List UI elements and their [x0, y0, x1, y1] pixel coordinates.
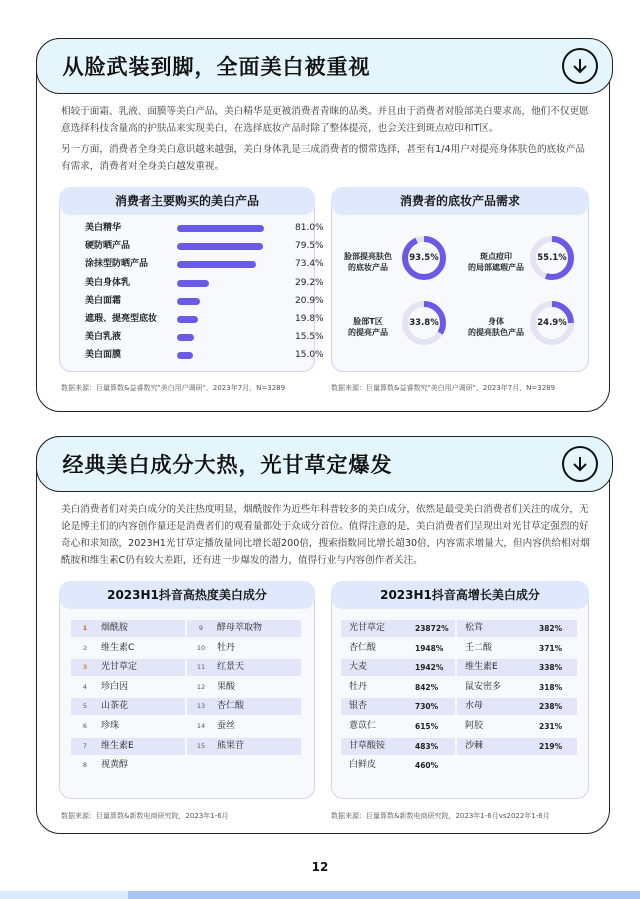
table-row — [341, 738, 455, 755]
donut-value: 55.1% — [537, 253, 567, 263]
donut-label — [337, 251, 399, 273]
ingredient-name: 水母 — [465, 701, 484, 712]
donut-label — [465, 251, 527, 273]
table-row — [71, 659, 185, 676]
donut-label-line2: 的局部遮瑕产品 — [468, 263, 524, 272]
ingredient-name: 维生素C — [101, 642, 135, 653]
ingredient-name: 大麦 — [349, 662, 368, 673]
ingredient-name: 鼠安密多 — [465, 681, 502, 692]
donut-item — [337, 235, 467, 295]
panel-title: 消费者主要购买的美白产品 — [59, 187, 315, 215]
source-note: 数据来源：巨量算数&新数电商研究院，2023年1-6月 — [61, 812, 229, 820]
rank-number: 9 — [198, 624, 204, 632]
bar-track — [177, 298, 285, 305]
bar-value: 20.9% — [295, 295, 324, 306]
donut-label-line2: 的提亮产品 — [348, 328, 388, 337]
bar-label: 美白面霜 — [85, 295, 122, 306]
table-row — [71, 698, 185, 715]
rank-number: 15 — [196, 741, 206, 750]
table-row — [341, 620, 455, 637]
ingredient-name: 酵母萃取物 — [217, 623, 263, 633]
bar-track — [177, 334, 285, 341]
donut-label-line1: 脸部提亮肤色 — [344, 252, 392, 261]
bar-value: 15.5% — [295, 332, 324, 343]
ingredient-name: 山茶花 — [101, 701, 129, 712]
bar-value: 19.8% — [295, 314, 324, 324]
page-number: 12 — [311, 860, 329, 874]
rank-number: 7 — [82, 741, 88, 750]
donut-item — [465, 235, 595, 295]
rank-number: 13 — [196, 702, 206, 711]
table-row — [457, 640, 577, 657]
intro-paragraph: 相较于面霜、乳液、面膜等美白产品，美白精华是更被消费者青睐的品类。并且由于消费者对脸部美白要求高，他们不仅更愿意选择科技含量高的护肤品来实现美白，在选择底妆产品时除了整体提亮，也会关注到斑点痘印和T区。 — [61, 106, 589, 134]
bar-row — [85, 329, 335, 346]
bar-label: 美白身体乳 — [85, 277, 131, 288]
growth-percent: 318% — [539, 682, 563, 692]
bar-value: 15.0% — [295, 350, 324, 361]
table-row — [71, 640, 185, 657]
ingredient-name: 松茸 — [465, 623, 484, 633]
bar-value: 73.4% — [295, 259, 324, 270]
arrow-down-icon — [570, 454, 590, 474]
table-row — [457, 718, 577, 735]
table-row — [71, 679, 185, 696]
ingredients-paragraph: 美白消费者们对美白成分的关注热度明显，烟酰胺作为近些年科普较多的美白成分，依然是最受美白消费者们关注的成分，无论是博主们的内容创作量还是消费者们的观看量都处于众成分首位。值得注意的是，美白消费者们呈现出对光甘草定强烈的好奇心和求知欲，2023H1光甘草定播放量同比增长超200倍，搜索指数同比增长超30倍，内容需求增量大，但内容供给相对烟酰胺和维生素C仍有较大差距，还有进一步爆发的潜力，值得行业与内容创作者关注。 — [61, 504, 590, 566]
ingredient-name: 熊果苷 — [217, 740, 245, 751]
growth-percent: 382% — [539, 624, 563, 633]
bar-row — [85, 293, 335, 310]
growth-percent: 730% — [415, 702, 439, 712]
growth-percent: 1942% — [415, 663, 444, 673]
ingredient-name: 果酸 — [217, 681, 236, 692]
ingredient-name: 沙棘 — [465, 740, 484, 751]
table-row — [341, 718, 455, 735]
ingredient-name: 蚕丝 — [217, 721, 236, 731]
table-row — [187, 718, 301, 735]
table-row — [71, 620, 185, 637]
bar-4 — [177, 280, 209, 287]
bar-track — [177, 261, 285, 268]
ingredient-name: 维生素E — [465, 662, 498, 673]
table-row — [71, 757, 185, 774]
ingredient-name: 维生素E — [101, 740, 134, 751]
growth-percent: 231% — [539, 722, 563, 731]
bar-7 — [177, 334, 194, 341]
bar-row — [85, 311, 335, 328]
donut-label-line2: 的底妆产品 — [348, 263, 388, 272]
table-row — [341, 679, 455, 696]
donut-label-line1: 斑点痘印 — [480, 252, 512, 261]
bar-row — [85, 347, 335, 364]
section-title: 经典美白成分大热，光甘草定爆发 — [62, 452, 393, 477]
table-row — [457, 659, 577, 676]
rank-number: 8 — [82, 761, 88, 770]
donut-item — [337, 300, 467, 360]
rank-number: 1 — [82, 624, 88, 632]
donut-label-line2: 的提亮肤色产品 — [468, 328, 524, 337]
donut-label-line1: 脸部T区 — [353, 317, 383, 326]
bar-track — [177, 316, 285, 323]
table-row — [341, 698, 455, 715]
bar-label: 美白精华 — [85, 223, 122, 233]
table-row — [71, 718, 185, 735]
ingredient-name: 红景天 — [217, 662, 245, 673]
donut-label — [337, 316, 399, 338]
bar-1 — [177, 225, 264, 232]
second-paragraph: 另一方面，消费者全身美白意识越来越强，美白身体乳是三成消费者的惯常选择，甚至有1/4用户对提亮身体肤色的底妆产品有需求，消费者对全身美白越发重视。 — [61, 144, 585, 172]
ingredient-name: 牡丹 — [349, 681, 368, 692]
bar-row — [85, 256, 335, 273]
footer-bar-left — [0, 891, 128, 899]
ingredient-name: 银杏 — [349, 701, 368, 712]
bar-8 — [177, 352, 193, 359]
growth-percent: 338% — [539, 663, 563, 673]
section-whitening-body — [36, 38, 610, 412]
table-row — [187, 679, 301, 696]
rank-number: 3 — [82, 663, 88, 672]
growth-percent: 219% — [539, 741, 563, 751]
panel-title: 2023H1抖音高增长美白成分 — [331, 581, 589, 609]
table-row — [187, 698, 301, 715]
section-title: 从脸武装到脚，全面美白被重视 — [62, 54, 371, 79]
bar-label: 涂抹型防晒产品 — [85, 259, 149, 270]
bar-3 — [177, 261, 256, 268]
donut-item — [465, 300, 595, 360]
table-row — [187, 738, 301, 755]
bar-value: 79.5% — [295, 241, 324, 252]
bar-2 — [177, 243, 263, 250]
ingredient-name: 杏仁酸 — [217, 701, 245, 712]
donut-value: 93.5% — [409, 253, 439, 263]
ingredient-name: 阿胶 — [465, 721, 484, 731]
bar-5 — [177, 298, 200, 305]
section-ingredients — [36, 436, 610, 834]
donut-value: 24.9% — [537, 318, 567, 328]
table-row — [187, 659, 301, 676]
donut-label-line1: 身体 — [488, 317, 504, 326]
bar-row — [85, 275, 335, 292]
bar-row — [85, 220, 335, 237]
rank-number: 14 — [196, 722, 206, 730]
rank-number: 10 — [196, 643, 206, 652]
growth-percent: 460% — [415, 761, 439, 771]
arrow-down-icon — [570, 56, 590, 76]
bar-track — [177, 225, 285, 232]
ingredient-name: 视黄醇 — [101, 760, 129, 771]
rank-number: 2 — [82, 643, 88, 652]
ingredient-name: 珍白因 — [101, 681, 129, 692]
table-row — [457, 620, 577, 637]
rank-number: 11 — [196, 663, 206, 672]
ingredient-name: 光甘草定 — [349, 623, 386, 633]
table-row — [341, 659, 455, 676]
ingredient-name: 杏仁酸 — [349, 642, 377, 653]
bar-track — [177, 280, 285, 287]
growth-percent: 1948% — [415, 643, 444, 653]
panel-title: 2023H1抖音高热度美白成分 — [59, 581, 315, 609]
table-row — [341, 640, 455, 657]
bar-label: 美白面膜 — [85, 350, 122, 361]
source-note: 数据来源：巨量算数&益睿数究"美白用户调研"，2023年7月，N=3289 — [331, 384, 556, 392]
ingredient-name: 薏苡仁 — [349, 721, 377, 731]
bar-label: 美白乳液 — [85, 332, 122, 343]
bar-track — [177, 243, 285, 250]
section-header — [36, 436, 613, 492]
bar-label: 硬防晒产品 — [85, 241, 131, 252]
bar-track — [177, 352, 285, 359]
table-row — [341, 757, 455, 774]
bar-value: 81.0% — [295, 223, 324, 233]
rank-number: 6 — [82, 722, 88, 730]
rank-number: 5 — [82, 702, 88, 711]
growth-percent: 23872% — [415, 624, 449, 633]
bar-label: 遮瑕、提亮型底妆 — [85, 314, 158, 324]
download-button[interactable] — [562, 48, 598, 84]
growth-percent: 615% — [415, 722, 439, 731]
table-row — [457, 738, 577, 755]
source-note: 数据来源：巨量算数&新数电商研究院，2023年1-6月vs2022年1-6月 — [331, 812, 550, 820]
table-row — [187, 620, 301, 637]
ingredient-name: 牡丹 — [217, 642, 236, 653]
table-row — [457, 679, 577, 696]
rank-number: 4 — [82, 682, 88, 691]
ingredient-name: 壬二酸 — [465, 642, 493, 653]
table-row — [187, 640, 301, 657]
growth-percent: 238% — [539, 702, 563, 712]
growth-percent: 842% — [415, 682, 439, 692]
donut-label — [465, 316, 527, 338]
ingredient-name: 珍珠 — [101, 721, 120, 731]
download-button[interactable] — [562, 446, 598, 482]
panel-title: 消费者的底妆产品需求 — [331, 187, 589, 215]
source-note: 数据来源：巨量算数&益睿数究"美白用户调研"，2023年7月，N=3289 — [61, 384, 286, 392]
ingredient-name: 白鲜皮 — [349, 760, 377, 771]
ingredient-name: 光甘草定 — [101, 662, 138, 673]
table-row — [457, 698, 577, 715]
rank-number: 12 — [196, 682, 206, 691]
bar-6 — [177, 316, 198, 323]
growth-percent: 483% — [415, 741, 439, 751]
section-header — [36, 38, 613, 94]
growth-percent: 371% — [539, 643, 563, 653]
bar-value: 29.2% — [295, 277, 324, 288]
table-row — [71, 738, 185, 755]
ingredient-name: 甘草酸铵 — [349, 740, 386, 751]
bar-row — [85, 238, 335, 255]
ingredient-name: 烟酰胺 — [101, 623, 129, 633]
donut-value: 33.8% — [409, 318, 439, 328]
